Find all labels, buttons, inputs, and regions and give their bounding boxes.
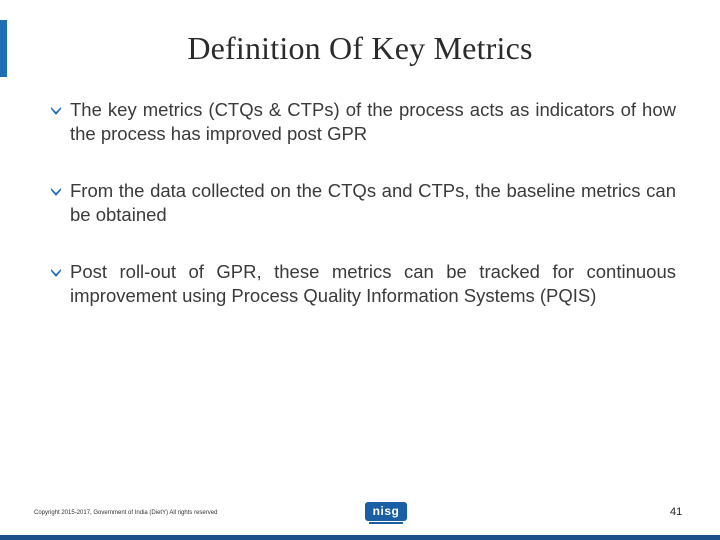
- diamond-bullet-icon: [50, 186, 62, 198]
- bullet-list: [50, 98, 676, 341]
- diamond-bullet-icon: [50, 267, 62, 279]
- bullet-item: [50, 98, 676, 146]
- bottom-bar: [0, 535, 720, 540]
- logo-underline: [369, 522, 403, 524]
- diamond-bullet-icon: [50, 105, 62, 117]
- nisg-logo: [365, 502, 409, 526]
- bullet-text: From the data collected on the CTQs and CTPs, the baseline metrics can be obtained: [70, 180, 676, 225]
- bullet-item: [50, 260, 676, 308]
- logo-text: nisg: [365, 502, 407, 521]
- copyright-text: Copyright 2015-2017, Government of India (DietY) All rights reserved: [34, 510, 218, 516]
- bullet-item: [50, 179, 676, 227]
- bullet-text: The key metrics (CTQs & CTPs) of the process acts as indicators of how the process has improved post GPR: [70, 99, 676, 144]
- page-number: 41: [670, 506, 683, 518]
- slide-title: Definition Of Key Metrics: [187, 30, 533, 66]
- bullet-text: Post roll-out of GPR, these metrics can be tracked for continuous improvement using Process Quality Information Systems (PQIS): [70, 261, 676, 306]
